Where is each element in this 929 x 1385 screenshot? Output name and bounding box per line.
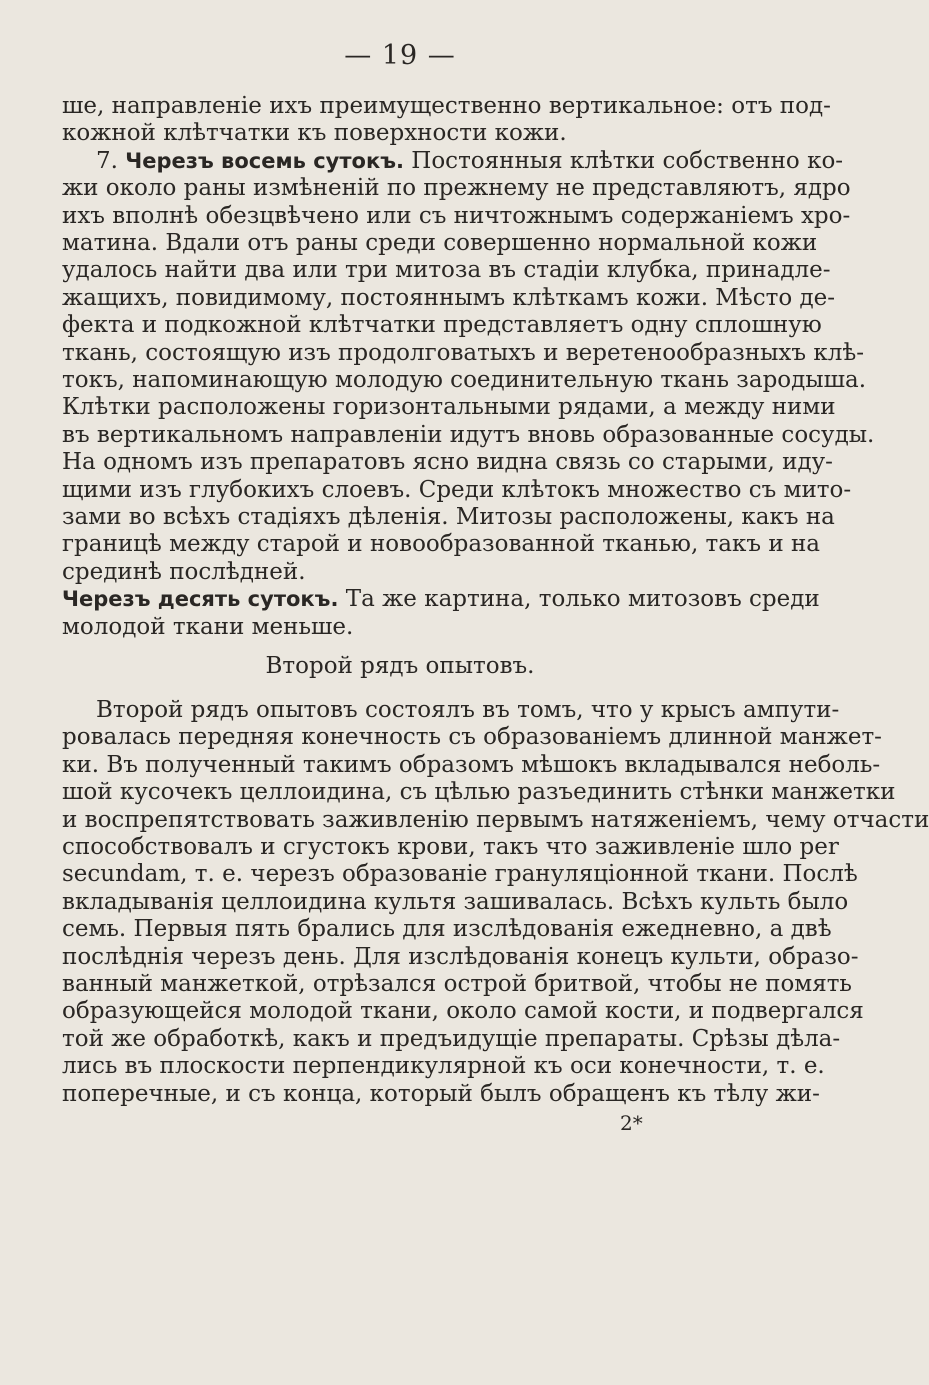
text-line: и воспрепятствовать заживленію первымъ натяженіемъ, чему отчасти [62, 806, 929, 833]
section-7-first-rest: Постоянныя клѣтки собственно ко- [411, 147, 844, 174]
text-line: образующейся молодой ткани, около самой кости, и подвергался [62, 998, 864, 1025]
section-7-first-line [62, 147, 844, 175]
section-10-first-line [62, 585, 820, 613]
text-line: срединѣ послѣдней. [62, 558, 306, 585]
text-line: молодой ткани меньше. [62, 613, 354, 640]
text-line: послѣднія черезъ день. Для изслѣдованія конецъ культи, образо- [62, 943, 859, 970]
text-line: семь. Первыя пять брались для изслѣдованія ежедневно, а двѣ [62, 916, 832, 943]
section-10-heading: Черезъ десять сутокъ. [62, 587, 339, 612]
signature-mark: 2* [620, 1111, 643, 1135]
text-line: матина. Вдали отъ раны среди совершенно нормальной кожи [62, 230, 818, 256]
text-line: ткань, состоящую изъ продолговатыхъ и веретенообразныхъ клѣ- [62, 339, 864, 366]
text-line: ше, направленіе ихъ преимущественно вертикальное: отъ под- [62, 93, 831, 119]
section-10-first-rest: Та же картина, только митозовъ среди [345, 586, 820, 613]
text-line: кожной клѣтчатки къ поверхности кожи. [62, 120, 567, 147]
text-line: поперечные, и съ конца, который былъ обращенъ къ тѣлу жи- [62, 1080, 820, 1107]
section-heading: Второй рядъ опытовъ. [265, 653, 535, 679]
text-line: Клѣтки расположены горизонтальными рядами, а между ними [62, 394, 836, 421]
text-line: Второй рядъ опытовъ состоялъ въ томъ, что у крысъ ампути- [96, 697, 840, 723]
text-line: удалось найти два или три митоза въ стадіи клубка, принадле- [62, 257, 831, 284]
text-line: жащихъ, повидимому, постояннымъ клѣткамъ кожи. Мѣсто де- [62, 284, 836, 311]
text-line: лись въ плоскости перпендикулярной къ оси конечности, т. е. [62, 1053, 825, 1080]
text-line: въ вертикальномъ направленіи идутъ вновь образованные сосуды. [62, 421, 875, 448]
text-line: ровалась передняя конечность съ образованіемъ длинной манжет- [62, 724, 882, 751]
text-line: На одномъ изъ препаратовъ ясно видна связь со старыми, иду- [62, 449, 833, 476]
text-line: той же обработкѣ, какъ и предъидущіе препараты. Срѣзы дѣла- [62, 1025, 841, 1052]
text-line: токъ, напоминающую молодую соединительную ткань зародыша. [62, 367, 867, 393]
page-number: — 19 — [344, 40, 456, 71]
text-line: ки. Въ полученный такимъ образомъ мѣшокъ вкладывался неболь- [62, 751, 881, 778]
text-line: вкладыванія целлоидина культя зашивалась. Всѣхъ культь было [62, 888, 849, 915]
text-line: зами во всѣхъ стадіяхъ дѣленія. Митозы расположены, какъ на [62, 504, 835, 530]
text-line: фекта и подкожной клѣтчатки представляетъ одну сплошную [62, 312, 822, 339]
text-line: границѣ между старой и новообразованной тканью, такъ и на [62, 531, 821, 558]
text-line: ванный манжеткой, отрѣзался острой бритвой, чтобы не помять [62, 971, 852, 997]
text-line: шой кусочекъ целлоидина, съ цѣлью разъединить стѣнки манжетки [62, 779, 896, 806]
text-line: щими изъ глубокихъ слоевъ. Среди клѣтокъ множество съ мито- [62, 476, 852, 503]
section-7-heading: Черезъ восемь сутокъ. [125, 148, 404, 173]
text-line: способствовалъ и сгустокъ крови, такъ что заживленіе шло per [62, 834, 839, 860]
text-line: жи около раны измѣненій по прежнему не представляютъ, ядро [62, 175, 851, 202]
text-line: ихъ вполнѣ обезцвѣчено или съ ничтожнымъ содержаніемъ хро- [62, 202, 851, 229]
text-line: secundam, т. е. черезъ образованіе грануляціонной ткани. Послѣ [62, 861, 858, 888]
section-number: 7. [96, 147, 118, 174]
